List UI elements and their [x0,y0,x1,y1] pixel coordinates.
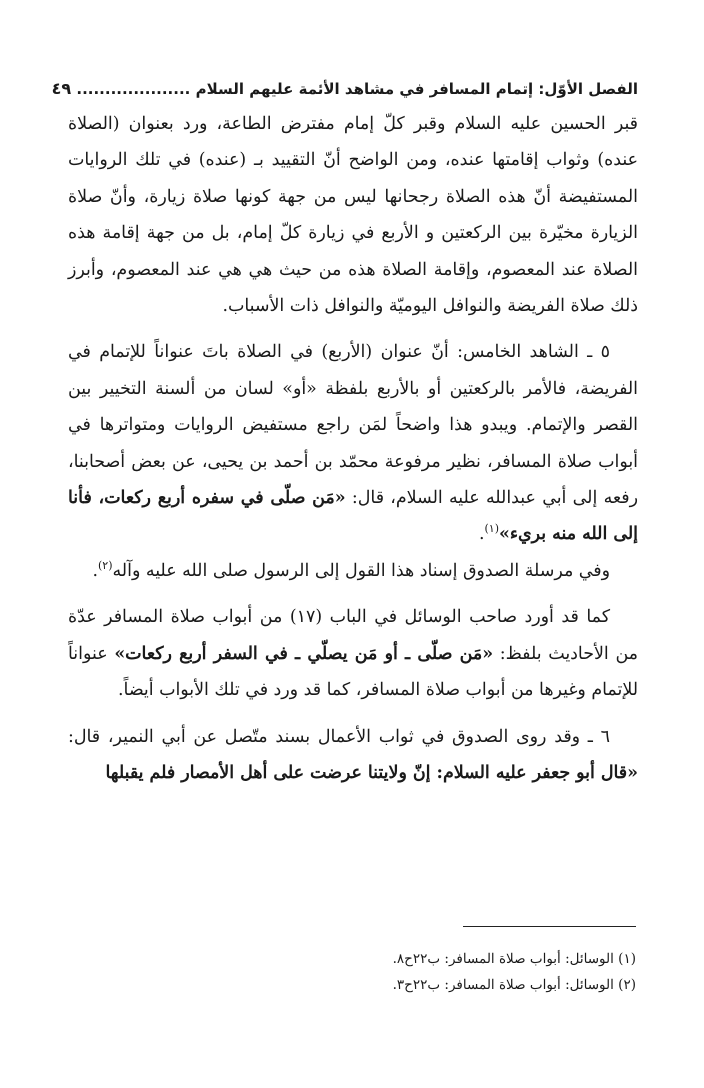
paragraph-4-text: كما قد أورد صاحب الوسائل في الباب (١٧) من أبواب صلاة المسافر عدّة من الأحاديث بلفظ: [68,607,638,664]
running-header [51,78,638,100]
paragraph-5-text: ٦ ـ وقد روى الصدوق في ثواب الأعمال بسند متّصل عن أبي النمير، قال: [68,726,610,747]
footnote-ref-2[interactable]: (٢) [97,559,113,573]
footnote-divider [463,926,636,927]
paragraph-2-end: . [478,524,485,545]
paragraph-5 [68,719,638,792]
paragraph-5-quote: «قال أبو جعفر عليه السلام: إنّ ولايتنا عرضت على أهل الأمصار فلم يقبلها [105,762,638,783]
paragraph-4-end: عنواناً للإتمام وغيرها من أبواب صلاة المسافر، كما قد ورد في تلك الأبواب أيضاً. [68,643,638,701]
header-dots: .................... [76,80,191,98]
paragraph-1: قبر الحسين عليه السلام وقبر كلّ إمام مفترض الطاعة، ورد بعنوان (الصلاة عنده) وثواب إقامتها عنده، ومن الواضح أنّ التقييد بـ (عنده) في تلك الروايات المستفيضة أنّ هذه الصلاة رجحانها ليس من جهة كونها صلاة زيارة، وأنّ صلاة الزيارة مخيّرة بين الركعتين و الأربع في زيارة كلّ إمام، بل من جهة إقامة هذه الصلاة عند المعصوم، وإقامة الصلاة هذه من حيث هي هي عند المعصوم، وأبرز ذلك صلاة الفريضة والنوافل اليوميّة والنوافل ذات الأسباب. [68,114,638,317]
paragraph-2-text: ٥ ـ الشاهد الخامس: أنّ عنوان (الأربع) في الصلاة باتَ عنواناً للإتمام في الفريضة، فالأمر بالركعتين أو بالأربع بلفظة «أو» لسان من ألسنة التخيير بين القصر والإتمام. ويبدو هذا واضحاً لمَن راجع مستفيض الروايات ومتواترها في أبواب صلاة المسافر، نظير مرفوعة محمّد بن أحمد بن يحيى، عن بعض أصحابنا، رفعه إلى أبي عبدالله عليه السلام، قال: [68,342,638,509]
footnotes [136,946,636,998]
footnote-1: (١) الوسائل: أبواب صلاة المسافر: ب٢٢ح٨. [392,951,636,967]
paragraph-2 [68,334,638,552]
paragraph-3-end: . [92,560,98,581]
paragraph-2-quote: «مَن صلّى في سفره أربع ركعات، فأنا إلى الله منه بريء» [68,488,638,545]
paragraph-4 [68,599,638,708]
page-body [51,78,638,791]
paragraph-3 [68,553,638,589]
footnote-ref-1[interactable]: (١) [484,522,500,536]
paragraph-4-quote: «مَن صلّى ـ أو مَن يصلّي ـ في السفر أربع ركعات» [114,643,494,664]
header-title: الفصل الأوّل: إتمام المسافر في مشاهد الأئمة عليهم السلام [195,80,638,98]
paragraph-3-text: وفي مرسلة الصدوق إسناد هذا القول إلى الرسول صلى الله عليه وآله [112,560,610,581]
footnote-2: (٢) الوسائل: أبواب صلاة المسافر: ب٢٢ح٣. [392,977,636,993]
page-number: ٤٩ [51,79,72,98]
